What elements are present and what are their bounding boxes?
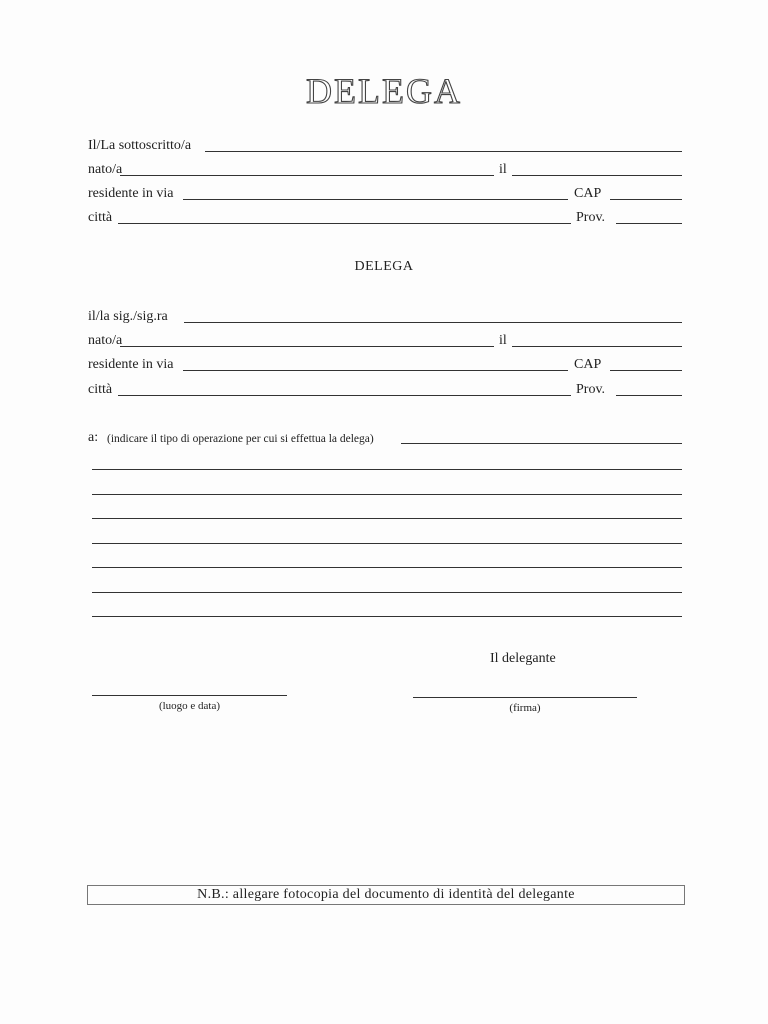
prov-label: Prov. bbox=[576, 210, 606, 225]
delegato-address-label: residente in via bbox=[88, 357, 174, 372]
delegato-address-field[interactable] bbox=[183, 370, 568, 371]
operation-instruction: (indicare il tipo di operazione per cui si effettua la delega) bbox=[107, 433, 374, 445]
address-field[interactable] bbox=[183, 199, 568, 200]
delegato-address-row bbox=[88, 355, 684, 375]
note-box bbox=[87, 885, 685, 905]
operation-line[interactable] bbox=[92, 469, 682, 470]
delegato-city-field[interactable] bbox=[118, 395, 571, 396]
delegato-city-row bbox=[88, 380, 684, 400]
prov-field[interactable] bbox=[616, 223, 682, 224]
birthplace-label: nato/a bbox=[88, 162, 123, 177]
delegato-birthdate-field[interactable] bbox=[512, 346, 682, 347]
name-field[interactable] bbox=[205, 151, 682, 152]
place-date-caption: (luogo e data) bbox=[158, 700, 221, 712]
name-label: Il/La sottoscritto/a bbox=[88, 138, 192, 153]
operation-field[interactable] bbox=[401, 443, 682, 444]
section-heading: DELEGA bbox=[354, 259, 414, 274]
delegato-name-field[interactable] bbox=[184, 322, 682, 323]
delegato-prov-label: Prov. bbox=[576, 382, 606, 397]
delegato-name-row bbox=[88, 307, 684, 327]
cap-label: CAP bbox=[574, 186, 602, 201]
page-title: DELEGA bbox=[306, 71, 462, 111]
operation-line[interactable] bbox=[92, 494, 682, 495]
delegante-label: Il delegante bbox=[490, 651, 556, 666]
delegante-name-row bbox=[88, 136, 684, 156]
note-text: N.B.: allegare fotocopia del documento di identità del delegante bbox=[197, 887, 575, 902]
city-field[interactable] bbox=[118, 223, 571, 224]
place-date-field[interactable] bbox=[92, 695, 287, 696]
operation-line[interactable] bbox=[92, 518, 682, 519]
delegato-birth-row bbox=[88, 331, 684, 351]
delegato-birthdate-label: il bbox=[499, 333, 507, 348]
signature-caption: (firma) bbox=[509, 702, 541, 714]
signature-field[interactable] bbox=[413, 697, 637, 698]
city-label: città bbox=[88, 210, 113, 225]
delegante-city-row bbox=[88, 208, 684, 228]
operation-line[interactable] bbox=[92, 592, 682, 593]
operation-row bbox=[88, 428, 684, 448]
birthdate-field[interactable] bbox=[512, 175, 682, 176]
operation-line[interactable] bbox=[92, 616, 682, 617]
birthplace-field[interactable] bbox=[120, 175, 494, 176]
delegato-prov-field[interactable] bbox=[616, 395, 682, 396]
operation-prefix: a: bbox=[88, 430, 99, 445]
delegato-cap-field[interactable] bbox=[610, 370, 682, 371]
delegato-city-label: città bbox=[88, 382, 113, 397]
operation-line[interactable] bbox=[92, 543, 682, 544]
delegante-address-row bbox=[88, 184, 684, 204]
address-label: residente in via bbox=[88, 186, 174, 201]
cap-field[interactable] bbox=[610, 199, 682, 200]
birthdate-label: il bbox=[499, 162, 507, 177]
delegato-name-label: il/la sig./sig.ra bbox=[88, 309, 168, 324]
operation-line[interactable] bbox=[92, 567, 682, 568]
delegato-birthplace-field[interactable] bbox=[120, 346, 494, 347]
delegato-cap-label: CAP bbox=[574, 357, 602, 372]
delegato-birthplace-label: nato/a bbox=[88, 333, 123, 348]
delegante-birth-row bbox=[88, 160, 684, 180]
